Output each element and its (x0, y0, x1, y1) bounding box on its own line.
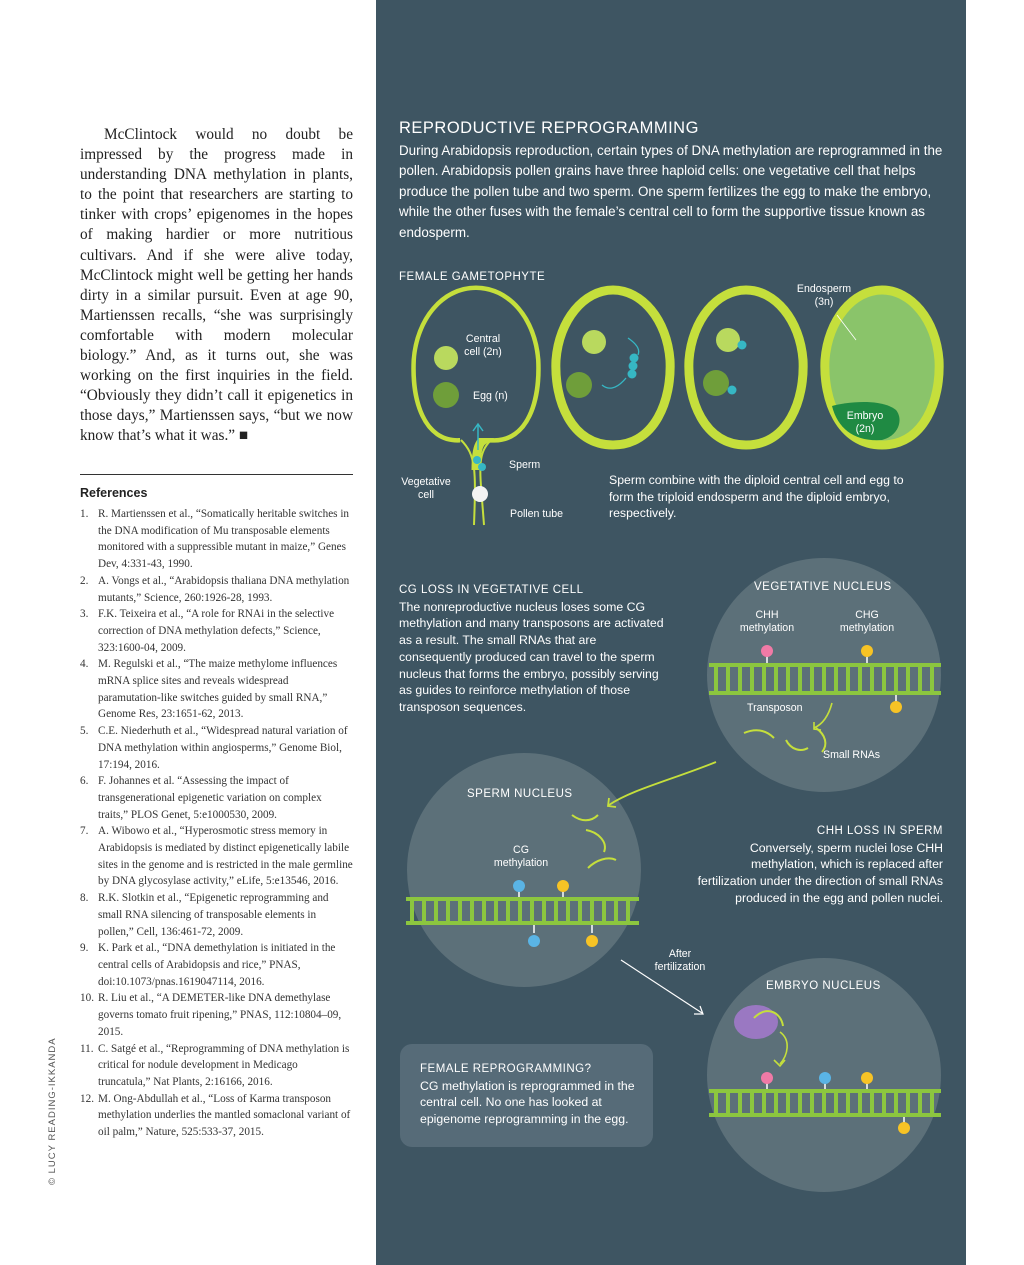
embryo-nucleus-heading: EMBRYO NUCLEUS (766, 980, 881, 992)
after-fertilization-label: After fertilization (654, 948, 706, 973)
methyl-mark-blue (513, 880, 525, 892)
methyl-mark-blue (528, 935, 540, 947)
female-gametophyte-heading: FEMALE GAMETOPHYTE (399, 271, 546, 283)
methyl-mark-yellow (898, 1122, 910, 1134)
divider (80, 474, 353, 475)
infographic-panel (376, 0, 966, 1265)
article-column (80, 125, 353, 447)
sperm-nucleus-heading: SPERM NUCLEUS (467, 788, 573, 800)
reference-item: 1. R. Martienssen et al., “Somatically heritable switches in the DNA modification of Mu transposable elements monitored with a suppressible mutant in maize,” Genes Dev, 4:331-43, 1990. (80, 508, 350, 571)
reference-item: 2. A. Vongs et al., “Arabidopsis thaliana DNA methylation mutants,” Science, 260:1926-28, 1993. (80, 574, 350, 604)
rna-travel-arrow-icon (609, 762, 716, 805)
female-reprogramming-heading: FEMALE REPROGRAMMING? (420, 1063, 592, 1075)
methyl-mark-yellow (861, 645, 873, 657)
reference-item: 11. C. Satgé et al., “Reprogramming of DNA methylation is critical for nodule development in Medicago truncatula,” Nat Plants, 2:16166, 2016. (80, 1042, 350, 1088)
vegetative-cell-label: Vegetative cell (401, 476, 451, 501)
cg-loss-body: The nonreproductive nucleus loses some CG methylation and many transposons are activated as a result. The small RNAs that are consequently produced can travel to the sperm nucleus that forms the embryo, possibly serving as guides to reinforce methylation of those transposon sequences. (399, 599, 664, 714)
fertilization-caption: Sperm combine with the diploid central cell and egg to form the triploid endosperm and the diploid embryo, respectively. (609, 473, 904, 521)
reference-item: 5. C.E. Niederhuth et al., “Widespread natural variation of DNA methylation within angiosperms,” Genome Biol, 17:194, 2016. (80, 725, 348, 771)
methyl-mark-yellow (890, 701, 902, 713)
egg-label: Egg (n) (473, 390, 508, 402)
chh-loss-heading: CHH LOSS IN SPERM (816, 825, 943, 837)
references (80, 486, 353, 1141)
female-reprogramming-text (420, 1061, 640, 1128)
chh-methylation-label: CHH methylation (739, 609, 795, 634)
small-rnas-label: Small RNAs (823, 749, 881, 761)
photo-credit: © LUCY READING-IKKANDA (47, 1037, 58, 1185)
sperm-label: Sperm (509, 459, 541, 471)
methyl-mark-pink (761, 645, 773, 657)
reference-item: 8. R.K. Slotkin et al., “Epigenetic reprogramming and small RNA silencing of transposable elements in pollen,” Cell, 136:461-72, 2009. (80, 892, 329, 938)
methyl-mark-yellow (861, 1072, 873, 1084)
gametophyte-cell-3 (689, 290, 803, 445)
chh-loss-body: Conversely, sperm nuclei lose CHH methylation, which is replaced after fertilization under the direction of small RNAs produced in the egg and pollen nuclei. (697, 840, 943, 905)
reference-item: 9. K. Park et al., “DNA demethylation is initiated in the central cells of Arabidopsis and rice,” PNAS, doi:10.1073/pnas.1619047114, 2016. (80, 942, 336, 988)
central-cell-label: Central cell (2n) (464, 333, 502, 358)
infographic-title: REPRODUCTIVE REPROGRAMMING (399, 119, 699, 137)
reference-item: 3. F.K. Teixeira et al., “A role for RNAi in the selective correction of DNA methylation defects,” Science, 323:1600-04, 2009. (80, 608, 335, 654)
article-paragraph: McClintock would no doubt be impressed by the progress made in understanding DNA methylation in plants, to the point that researchers are starting to tinker with crops’ epigenomes in the hopes of making hardier or more nutritious cultivars. And if she were alive today, McClintock might well be getting her hands dirty in a similar pursuit. Even at age 90, Martienssen recalls, “she was surprisingly comfortable with modern molecular biology.” And, as it turns out, she was working on the first inquiries in the field. “Obviously they didn’t call it epigenetics in those days,” Martienssen says, “but we now know that’s what it was.” ■ (80, 126, 353, 445)
reference-item: 7. A. Wibowo et al., “Hyperosmotic stress memory in Arabidopsis is mediated by distinct epigenetically labile sites in the genome and is restricted in the male germline by DNA glycosylase activity,” eLife, 5:e13546, 2016. (80, 825, 353, 888)
female-reprogramming-box (400, 1044, 653, 1147)
reference-item: 10. R. Liu et al., “A DEMETER-like DNA demethylase governs tomato fruit ripening,” PNAS, 112:10804–09, 2015. (80, 992, 342, 1038)
reference-item: 12. M. Ong-Abdullah et al., “Loss of Karma transposon methylation underlies the mantled somaclonal variant of oil palm,” Nature, 525:533-37, 2015. (80, 1092, 351, 1139)
pollen-tube-label: Pollen tube (510, 508, 564, 520)
methyl-mark-blue (819, 1072, 831, 1084)
egg-nucleus (433, 382, 459, 408)
chg-methylation-label: CHG methylation (839, 609, 895, 634)
transposon-label: Transposon (747, 702, 803, 714)
reference-item: 4. M. Regulski et al., “The maize methylome influences mRNA splice sites and reveals widespread paramutation-like switches guided by small RNA,” Genome Res, 23:1651-62, 2013. (80, 658, 338, 721)
chh-loss-section (691, 823, 943, 907)
embryo-label: Embryo (2n) (846, 410, 884, 435)
egg-rna-source (734, 1005, 778, 1039)
cg-methylation-label: CG methylation (493, 844, 549, 869)
methyl-mark-pink (761, 1072, 773, 1084)
references-list (80, 506, 353, 1141)
methyl-mark-yellow (586, 935, 598, 947)
female-reprogramming-body: CG methylation is reprogrammed in the central cell. No one has looked at epigenome reprogramming in the egg. (420, 1078, 635, 1127)
reference-item: 6. F. Johannes et al. “Assessing the impact of transgenerational epigenetic variation on complex traits,” PLOS Genet, 5:e1000530, 2009. (80, 775, 322, 821)
endosperm-label: Endosperm (3n) (796, 283, 852, 308)
central-cell-nucleus (434, 346, 458, 370)
vegetative-cell-nucleus (472, 486, 488, 502)
infographic-intro: During Arabidopsis reproduction, certain types of DNA methylation are reprogrammed in the pollen. Arabidopsis pollen grains have three haploid cells: one vegetative cell that helps produce the pollen tube and two sperm. One sperm fertilizes the egg to make the embryo, while the other fuses with the female’s central cell to form the supportive tissue known as endosperm. (399, 143, 943, 240)
methyl-mark-yellow (557, 880, 569, 892)
gametophyte-cell-2 (556, 290, 670, 445)
sperm-cell (473, 456, 481, 464)
cg-loss-heading: CG LOSS IN VEGETATIVE CELL (399, 584, 584, 596)
vegetative-nucleus-heading: VEGETATIVE NUCLEUS (754, 581, 892, 593)
references-heading: References (80, 486, 148, 500)
cg-loss-section (399, 582, 669, 716)
